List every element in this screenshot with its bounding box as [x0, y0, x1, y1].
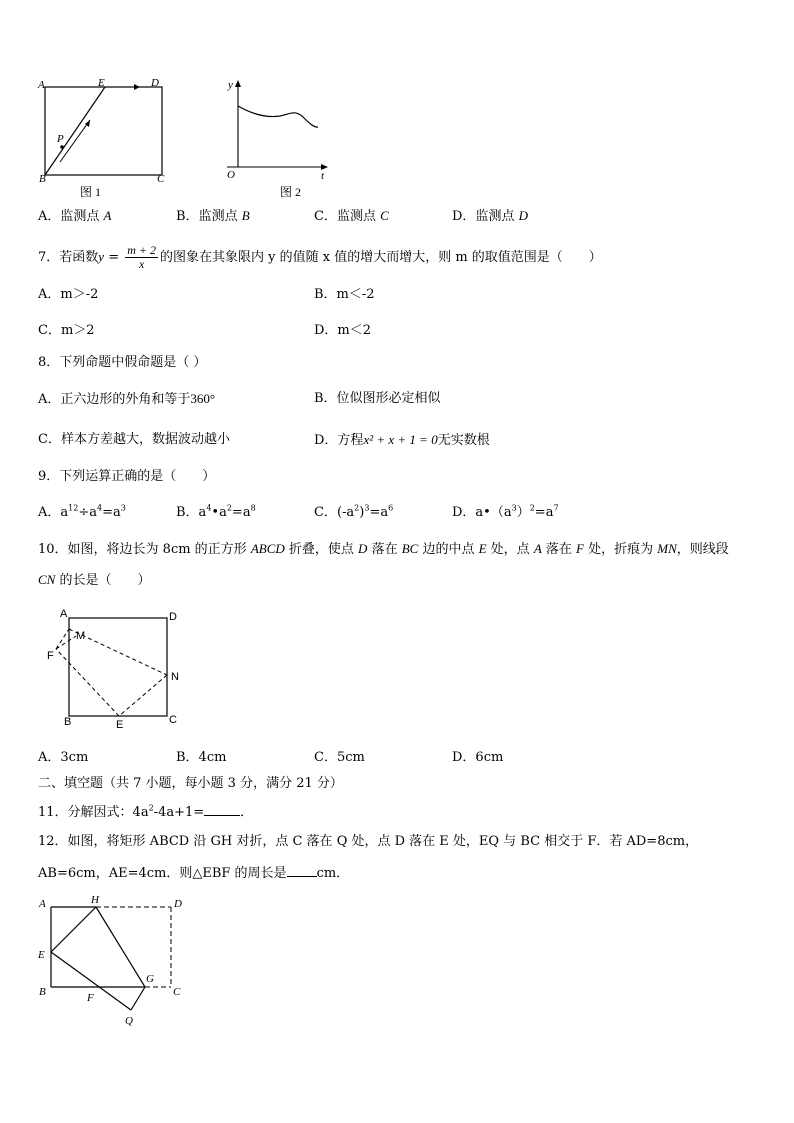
curve — [238, 106, 318, 127]
q6-option-d: D．监测点 D — [452, 208, 528, 224]
question-10-line1: 10．如图，将边长为 8cm 的正方形 ABCD 折叠，使点 D 落在 BC 边的中点 E 处，点 A 落在 F 处，折痕为 MN，则线段 — [38, 541, 729, 557]
svg-text:D: D — [174, 898, 182, 910]
svg-text:O: O — [227, 169, 235, 181]
svg-text:E: E — [98, 77, 105, 89]
figure-q12 — [34, 890, 194, 1032]
answer-blank — [287, 864, 317, 877]
figure-q10 — [38, 604, 188, 732]
q6-option-c: C．监测点 C — [314, 208, 389, 224]
point-p — [60, 145, 64, 149]
svg-text:M: M — [76, 630, 86, 642]
svg-text:D: D — [169, 611, 177, 623]
q6-option-a: A．监测点 A — [38, 208, 112, 224]
q9-option-c: C．$(-a^2)^3=a^6$ — [314, 503, 394, 520]
svg-text:y: y — [228, 79, 233, 91]
question-10-line2: CN 的长是（ ） — [38, 572, 151, 588]
q9-option-b: B．$a^4•a^2=a^8$ — [176, 503, 256, 520]
q10-option-c: C．5cm — [314, 750, 365, 765]
svg-text:A: A — [39, 898, 46, 910]
svg-text:N: N — [171, 671, 179, 683]
question-9: 9．下列运算正确的是（ ） — [38, 469, 216, 484]
question-7: 7．若函数y = $\frac{m + 2}{x}$ 的图象在其象限内 y 的值随 x 值的增大而增大，则 m 的取值范围是（ ） — [38, 243, 602, 271]
q7-option-c: C．m＞2 — [38, 323, 95, 338]
q10-option-b: B．4cm — [176, 750, 227, 765]
q6-option-b: B．监测点 B — [176, 208, 250, 224]
line-be — [45, 87, 105, 175]
svg-text:B: B — [39, 173, 46, 185]
figure-1 — [30, 70, 180, 202]
q9-option-a: A．$a^{12}\div a^4=a^3$ — [38, 503, 126, 520]
q10-option-a: A．3cm — [38, 750, 89, 765]
svg-text:Q: Q — [125, 1015, 133, 1027]
q7-option-b: B．m＜-2 — [314, 287, 375, 302]
svg-text:G: G — [146, 973, 154, 985]
question-8: 8．下列命题中假命题是（ ） — [38, 355, 207, 370]
svg-text:D: D — [151, 77, 159, 89]
svg-text:F: F — [87, 992, 94, 1004]
svg-text:H: H — [91, 894, 99, 906]
figure-2 — [222, 72, 334, 202]
fraction: $\frac{m + 2}{x}$ — [127, 243, 156, 271]
q10-option-d: D．6cm — [452, 750, 504, 765]
svg-text:E: E — [116, 719, 124, 731]
svg-text:P: P — [57, 133, 64, 145]
q8-option-a: A．正六边形的外角和等于360° — [38, 391, 216, 407]
svg-text:C: C — [169, 714, 177, 726]
q8-option-d: D．方程x² + x + 1 = 0无实数根 — [314, 432, 490, 448]
arrow-up — [60, 120, 90, 162]
question-12-line2: AB=6cm，AE=4cm．则△EBF 的周长是 cm． — [38, 866, 350, 881]
svg-text:A: A — [38, 79, 45, 91]
section-2-heading: 二、填空题（共 7 小题，每小题 3 分，满分 21 分） — [38, 776, 343, 791]
q9-option-d: D．$a•(a^3)^2=a^7$ — [452, 503, 559, 520]
q8-option-c: C．样本方差越大，数据波动越小 — [38, 432, 230, 447]
svg-text:t: t — [321, 170, 325, 182]
svg-text:E: E — [38, 949, 45, 961]
svg-text:C: C — [157, 173, 165, 185]
svg-text:F: F — [47, 650, 54, 662]
svg-text:A: A — [60, 608, 68, 620]
answer-blank — [204, 803, 240, 816]
svg-text:C: C — [173, 986, 181, 998]
q8-option-b: B．位似图形必定相似 — [314, 391, 441, 406]
svg-text:B: B — [39, 986, 46, 998]
question-11: 11．分解因式：$4a^2-4a+1=$ ． — [38, 803, 254, 820]
svg-text:B: B — [64, 716, 72, 728]
question-12-line1: 12．如图，将矩形 ABCD 沿 GH 对折，点 C 落在 Q 处，点 D 落在 E 处，EQ 与 BC 相交于 F．若 AD=8cm， — [38, 834, 699, 849]
q7-option-d: D．m＜2 — [314, 323, 372, 338]
q7-option-a: A．m＞-2 — [38, 287, 99, 302]
svg-text:图 2: 图 2 — [280, 185, 302, 199]
svg-text:图 1: 图 1 — [80, 185, 102, 199]
